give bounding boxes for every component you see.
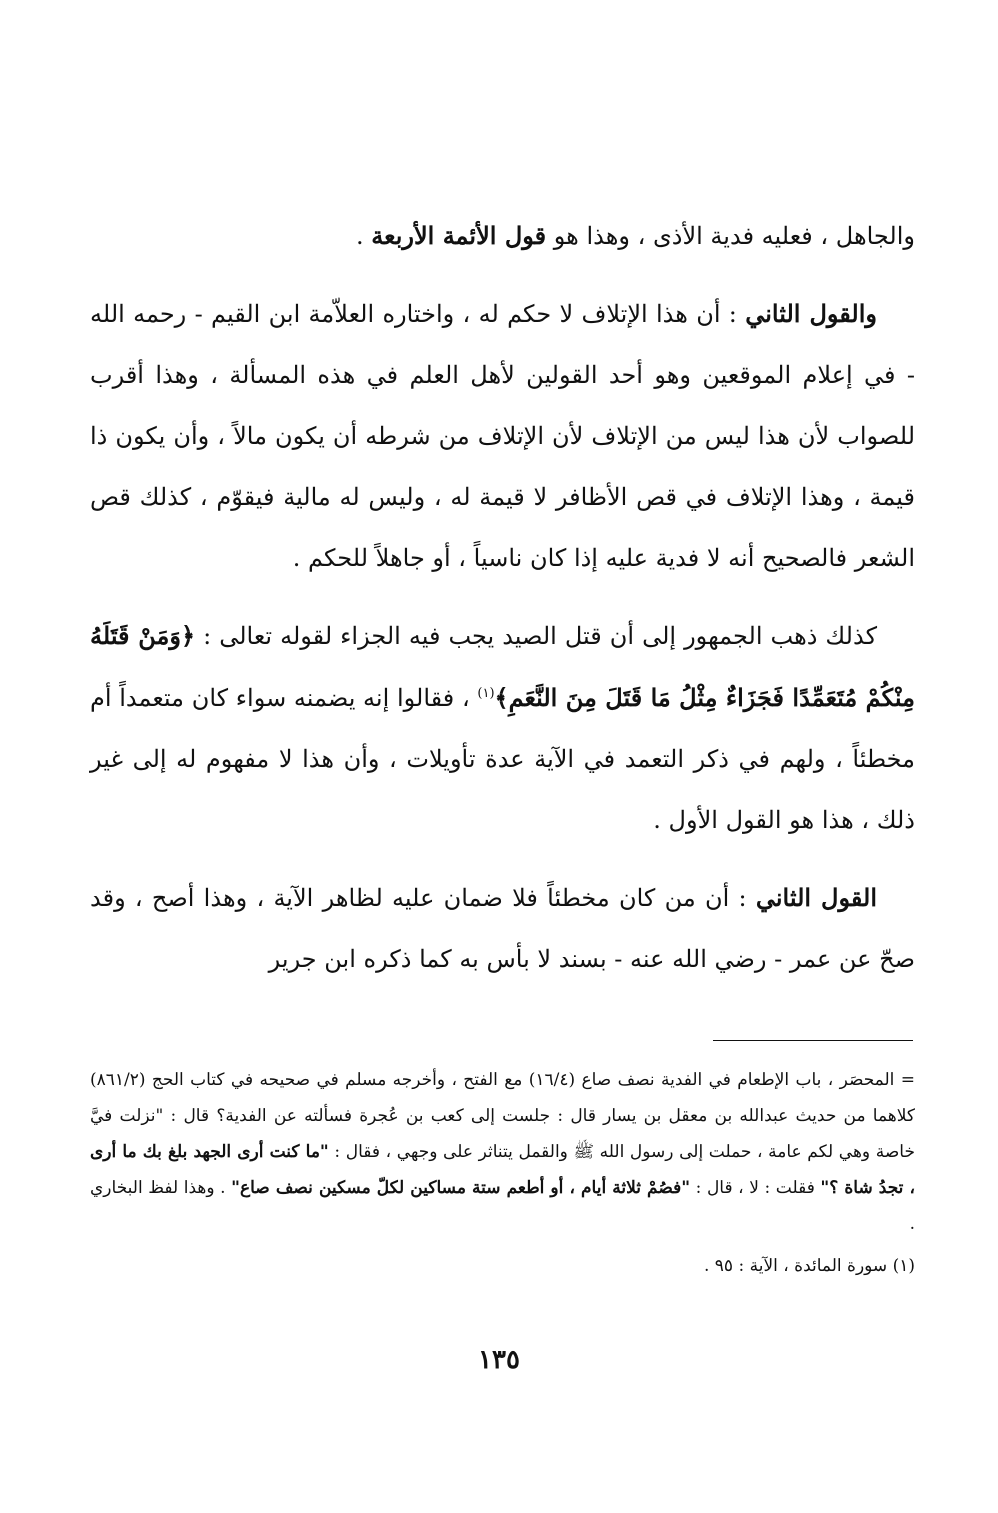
footnote-quote-2: "فصُمْ ثلاثة أيام ، أو أطعم ستة مساكين لكلّ مسكين نصف صاع"	[231, 1178, 691, 1198]
paragraph-1	[90, 205, 915, 267]
footnotes	[90, 1062, 915, 1290]
paragraph-3-continuation: ، فقالوا إنه يضمنه سواء كان متعمداً أم مخطئاً ، ولهم في ذكر التعمد في الآية عدة تأويلات ، وأن هذا لا مفهوم له إلى غير ذلك ، هذا هو القول الأول .	[90, 684, 915, 834]
quran-verse: ﴿وَمَنْ قَتَلَهُ مِنْكُمْ مُتَعَمِّدًا فَجَزَاءٌ مِثْلُ مَا قَتَلَ مِنَ النَّعَمِ﴾	[90, 621, 915, 712]
footnote-marker: (١)	[477, 686, 495, 701]
main-text	[90, 205, 915, 1006]
paragraph-2-text: : أن هذا الإتلاف لا حكم له ، واختاره العلاّمة ابن القيم - رحمه الله - في إعلام الموقعين وهو أحد القولين لأهل العلم في هذه المسألة ، وهذا أقرب للصواب لأن هذا ليس من الإتلاف لأن الإتلاف من شرطه أن يكون مالاً ، وأن يكون ذا قيمة ، وهذا الإتلاف في قص الأظافر لا قيمة له ، وليس له مالية فيقوّم ، كذلك قص الشعر فالصحيح أنه لا فدية عليه إذا كان ناسياً ، أو جاهلاً للحكم .	[90, 300, 915, 572]
footnote-continuation	[90, 1062, 915, 1242]
paragraph-2-heading: والقول الثاني	[745, 299, 877, 328]
paragraph-4-heading: القول الثاني	[755, 883, 877, 912]
paragraph-3	[90, 605, 915, 851]
paragraph-2	[90, 283, 915, 589]
paragraph-4-text: : أن من كان مخطئاً فلا ضمان عليه لظاهر الآية ، وهذا أصح ، وقد صحّ عن عمر - رضي الله عنه - بسند لا بأس به كما ذكره ابن جرير	[90, 884, 915, 973]
paragraph-1-emphasis: قول الأئمة الأربعة	[371, 221, 547, 250]
footnote-1: (١) سورة المائدة ، الآية : ٩٥ .	[703, 1256, 915, 1276]
footnote-text-3: . وهذا لفظ البخاري .	[90, 1178, 915, 1234]
footnote-text-2: فقلت : لا ، قال :	[690, 1178, 821, 1198]
footnote-text-1: = المحصَر ، باب الإطعام في الفدية نصف صاع (١٦/٤) مع الفتح ، وأخرجه مسلم في صحيحه في كتاب الحج (٨٦١/٢) كلاهما من حديث عبدالله بن معقل بن يسار قال : جلست إلى كعب بن عُجرة فسألته عن الفدية؟ قال : "نزلت فيَّ خاصة وهي لكم عامة ، حملت إلى رسول الله ﷺ والقمل يتناثر على وجهي ، فقال :	[90, 1070, 915, 1162]
paragraph-1-end: .	[356, 222, 372, 250]
page-number: ١٣٥	[478, 1345, 520, 1375]
footnote-separator	[713, 1040, 913, 1041]
paragraph-1-text: والجاهل ، فعليه فدية الأذى ، وهذا هو	[546, 222, 915, 250]
paragraph-4	[90, 867, 915, 990]
paragraph-3-text: كذلك ذهب الجمهور إلى أن قتل الصيد يجب فيه الجزاء لقوله تعالى :	[195, 622, 877, 650]
footnote-quote-1: "ما كنت أرى الجهد بلغ بك ما أرى ، تجدُ شاة ؟"	[90, 1142, 915, 1198]
